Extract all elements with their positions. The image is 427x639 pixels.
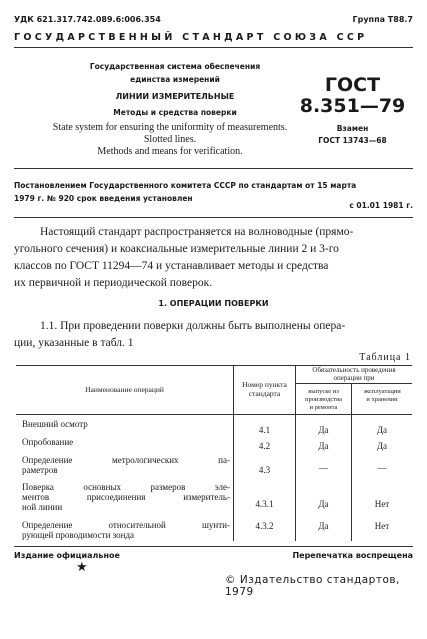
star-icon: ★ bbox=[76, 560, 88, 575]
table-vline-3 bbox=[351, 383, 352, 541]
official-edition: Издание официальное bbox=[14, 551, 120, 560]
table-row: Определение относительной шунти- рующей проводимости зонда bbox=[22, 520, 230, 540]
row-num-3: 4.3.1 bbox=[255, 499, 274, 509]
header-rule bbox=[14, 47, 413, 48]
replaces-label: Взамен bbox=[336, 124, 369, 133]
row-a-2: — bbox=[319, 463, 328, 473]
decree-date: с 01.01 1981 г. bbox=[349, 201, 413, 210]
col-number-header: Номер пункта стандарта bbox=[242, 380, 287, 398]
col-operation-use-header: эксплуатации и хранении bbox=[363, 388, 401, 403]
gost-label: ГОСТ bbox=[324, 74, 381, 96]
table-row-names bbox=[22, 419, 230, 542]
row-a-3: Да bbox=[318, 499, 329, 509]
replaces-value: ГОСТ 13743—68 bbox=[318, 136, 387, 145]
table-row: Поверка основных размеров эле- ментов присоединения измеритель- ной линии bbox=[22, 482, 230, 512]
table-subheader-rule bbox=[295, 383, 412, 384]
row-a-4: Да bbox=[318, 521, 329, 531]
table-header-rule bbox=[16, 414, 412, 415]
gost-number: 8.351—79 bbox=[299, 95, 406, 117]
section-heading: 1. ОПЕРАЦИИ ПОВЕРКИ bbox=[158, 299, 269, 308]
row-b-0: Да bbox=[376, 425, 388, 435]
table-row: Определение метрологических па- раметров bbox=[22, 455, 230, 475]
doc-title: ЛИНИИ ИЗМЕРИТЕЛЬНЫЕ bbox=[115, 92, 235, 101]
table-label: Таблица 1 bbox=[359, 352, 411, 363]
english-title: State system for ensuring the uniformity of measurements. Slotted lines. Methods and means for verification. bbox=[52, 122, 288, 157]
footer-rule bbox=[14, 546, 413, 547]
row-num-1: 4.2 bbox=[258, 441, 271, 451]
doc-subtitle: Методы и средства поверки bbox=[113, 108, 237, 117]
system-name: Государственная система обеспечения единства измерений bbox=[89, 62, 261, 84]
row-num-0: 4.1 bbox=[258, 425, 271, 435]
col-production-header: выпуске из производства и ремонта bbox=[304, 388, 342, 411]
org-title: ГОСУДАРСТВЕННЫЙ СТАНДАРТ СОЮЗА ССР bbox=[14, 32, 368, 43]
row-b-3: Нет bbox=[374, 499, 390, 509]
decree-rule bbox=[14, 217, 413, 218]
row-b-1: Да bbox=[376, 441, 388, 451]
row-b-4: Нет bbox=[374, 521, 390, 531]
col-operation-header: Наименование операций bbox=[85, 385, 164, 394]
table-row: Внешний осмотр bbox=[22, 419, 88, 429]
table-row: Опробование bbox=[22, 437, 74, 447]
reprint-prohibited: Перепечатка воспрещена bbox=[292, 551, 413, 560]
title-rule bbox=[14, 168, 413, 169]
intro-paragraph: Настоящий стандарт распространяется на волноводные (прямо- угольного сечения) и коаксиальные измерительные линии 2 и 3-го классов по ГОСТ 11294—74 и устанавливает методы и средства их первичной и периодической поверок. bbox=[14, 226, 354, 289]
row-num-2: 4.3 bbox=[258, 465, 271, 475]
udc-code: УДК 621.317.742.089.6:006.354 bbox=[14, 15, 161, 24]
copyright: © Издательство стандартов, 1979 bbox=[225, 574, 400, 598]
row-b-2: — bbox=[377, 463, 387, 473]
section-paragraph: 1.1. При проведении поверки должны быть выполнены опера- ции, указанные в табл. 1 bbox=[14, 320, 346, 349]
decree-text: Постановлением Государственного комитета СССР по стандартам от 15 марта 1979 г. № 920 срок введения установлен bbox=[14, 181, 357, 203]
group-code: Группа Т88.7 bbox=[352, 15, 413, 24]
row-a-0: Да bbox=[318, 425, 329, 435]
row-num-4: 4.3.2 bbox=[255, 521, 274, 531]
col-mandatory-header: Обязательность проведения операции при bbox=[312, 366, 396, 382]
row-a-1: Да bbox=[318, 441, 329, 451]
